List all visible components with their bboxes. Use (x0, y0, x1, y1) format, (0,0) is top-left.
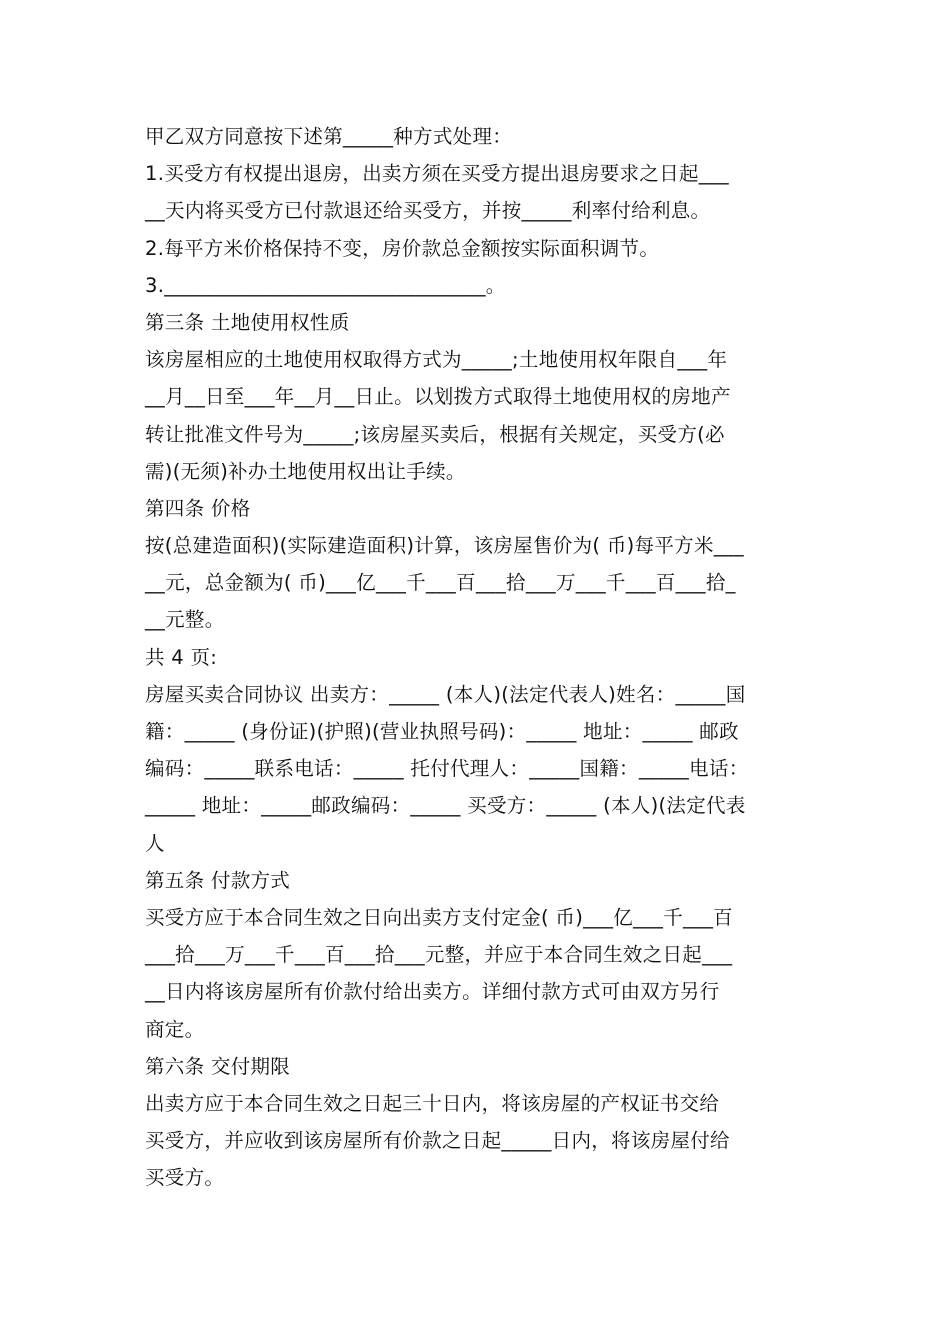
page-count: 共 4 页: (145, 645, 218, 669)
text-line: 3.________________________________。 (145, 273, 506, 297)
text-line: 甲乙双方同意按下述第_____种方式处理： (145, 125, 513, 148)
text-line: 2.每平方米价格保持不变，房价款总金额按实际面积调节。 (145, 236, 660, 260)
text-line: __日内将该房屋所有价款付给出卖方。详细付款方式可由双方另行 (145, 980, 720, 1004)
section-heading: 第六条 交付期限 (145, 1054, 291, 1078)
text-line: 需)(无须)补办土地使用权出让手续。 (145, 459, 466, 483)
text-line: 人 (145, 831, 165, 855)
text-line: __天内将买受方已付款退还给买受方，并按_____利率付给利息。 (145, 199, 711, 223)
text-line: ___拾___万___千___百___拾___元整，并应于本合同生效之日起___ (145, 943, 733, 967)
text-line: 房屋买卖合同协议 出卖方：_____ (本人)(法定代表人)姓名：_____国 (145, 682, 746, 706)
text-line: 1.买受方有权提出退房，出卖方须在买受方提出退房要求之日起___ (145, 162, 729, 186)
text-line: 买受方应于本合同生效之日向出卖方支付定金( 币)___亿___千___百 (145, 905, 733, 929)
section-heading: 第五条 付款方式 (145, 868, 291, 892)
text-line: __月__日至___年__月__日止。以划拨方式取得土地使用权的房地产 (145, 385, 731, 409)
text-line: 买受方。 (145, 1166, 225, 1190)
text-line: __元，总金额为( 币)___亿___千___百___拾___万___千___百___拾_ (145, 571, 736, 595)
text-line: 该房屋相应的土地使用权取得方式为_____;土地使用权年限自___年 (145, 348, 728, 372)
section-heading: 第四条 价格 (145, 496, 251, 520)
text-line: 籍：_____ (身份证)(护照)(营业执照号码)：_____ 地址：_____ 邮政 (145, 720, 739, 743)
text-line: 转让批准文件号为_____;该房屋买卖后，根据有关规定，买受方(必 (145, 422, 725, 446)
text-line: 按(总建造面积)(实际建造面积)计算，该房屋售价为( 币)每平方米___ (145, 534, 744, 558)
text-line: 买受方，并应收到该房屋所有价款之日起_____日内，将该房屋付给 (145, 1129, 730, 1153)
section-heading: 第三条 土地使用权性质 (145, 310, 350, 334)
text-line: 编码：_____联系电话：_____ 托付代理人：_____国籍：_____电话： (145, 757, 749, 781)
document-body (145, 118, 815, 1196)
text-line: __元整。 (145, 608, 225, 632)
text-line: _____ 地址：_____邮政编码：_____ 买受方：_____ (本人)(法定代表 (145, 794, 746, 818)
text-line: 商定。 (145, 1017, 205, 1041)
text-line: 出卖方应于本合同生效之日起三十日内，将该房屋的产权证书交给 (145, 1091, 720, 1115)
